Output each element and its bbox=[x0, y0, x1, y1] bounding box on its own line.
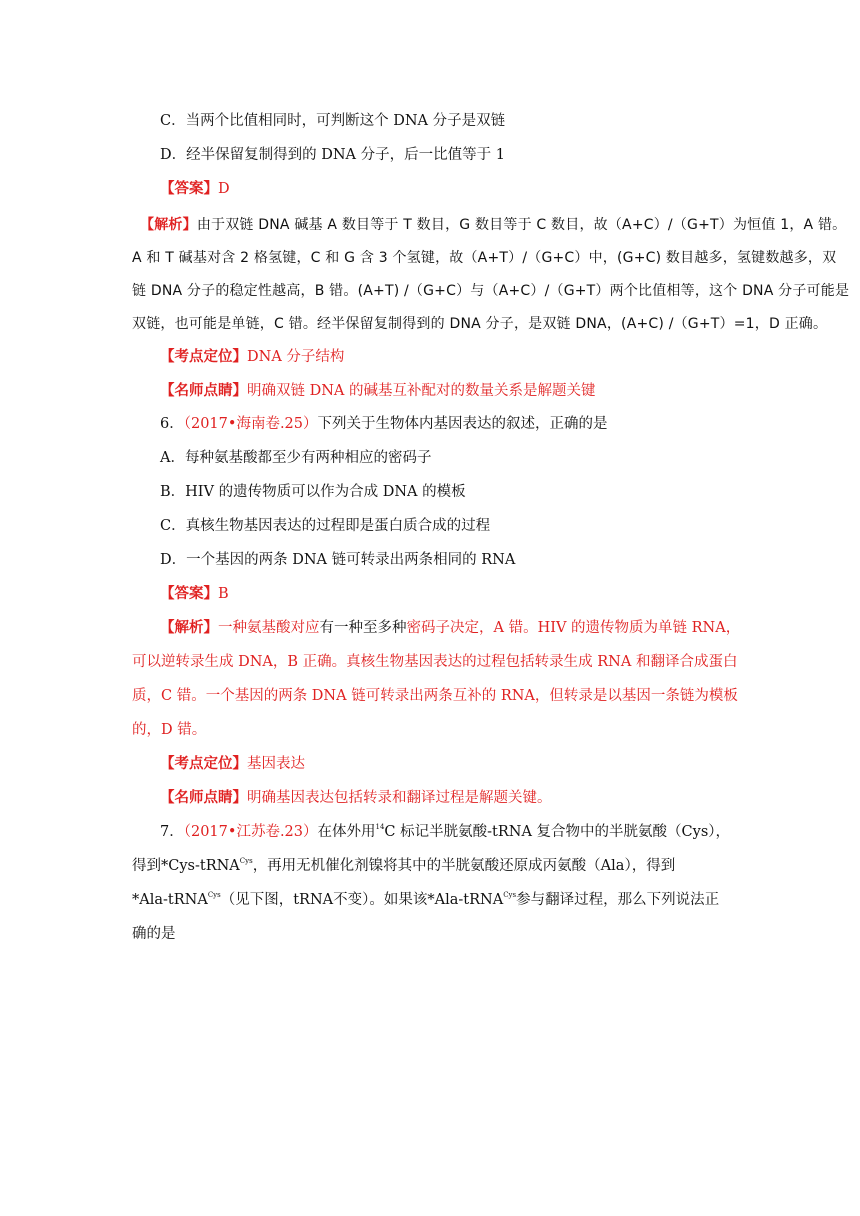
q6-number: 6． bbox=[160, 416, 184, 432]
q6-analysis-line-2: 可以逆转录生成 DNA，B 正确。真核生物基因表达的过程包括转录生成 RNA 和翻译合成蛋白 bbox=[132, 654, 738, 670]
q6-stem bbox=[160, 414, 608, 434]
q7-line-2 bbox=[132, 856, 675, 876]
mingshi-text: 明确双链 DNA 的碱基互补配对的数量关系是解题关键 bbox=[247, 383, 596, 399]
q5-option-d: D．经半保留复制得到的 DNA 分子，后一比值等于 1 bbox=[160, 147, 505, 163]
q7-text: 得到*Cys-tRNA bbox=[132, 858, 240, 874]
q6-analysis-line-1 bbox=[160, 618, 740, 638]
analysis-text-a: 一种氨基酸对应 bbox=[218, 620, 320, 636]
answer-value: D bbox=[218, 181, 230, 197]
trna-superscript: Cys bbox=[207, 891, 221, 899]
q7-line-4: 确的是 bbox=[132, 926, 176, 942]
analysis-text-b: 有一种至多种 bbox=[319, 620, 407, 636]
mingshi-text: 明确基因表达包括转录和翻译过程是解题关键。 bbox=[247, 790, 552, 806]
q6-option-a: A．每种氨基酸都至少有两种相应的密码子 bbox=[160, 450, 432, 466]
q7-number: 7． bbox=[160, 824, 184, 840]
q7-text: *Ala-tRNA bbox=[132, 892, 208, 908]
q6-analysis-line-3: 质，C 错。一个基因的两条 DNA 链可转录出两条互补的 RNA，但转录是以基因一条链为模板 bbox=[132, 688, 738, 704]
q6-option-c: C．真核生物基因表达的过程即是蛋白质合成的过程 bbox=[160, 518, 491, 534]
q6-analysis-line-4: 的，D 错。 bbox=[132, 722, 207, 738]
isotope-superscript: 14 bbox=[375, 823, 385, 831]
q7-text: ，再用无机催化剂镍将其中的半胱氨酸还原成丙氨酸（Ala），得到 bbox=[252, 858, 676, 874]
q5-analysis-line-4: 双链，也可能是单链，C 错。经半保留复制得到的 DNA 分子，是双链 DNA，(A+C) /（G+T）=1，D 正确。 bbox=[132, 316, 828, 332]
kaodian-tag: 【考点定位】 bbox=[160, 755, 247, 772]
q5-analysis-line-2: A 和 T 碱基对含 2 格氢键，C 和 G 含 3 个氢键，故（A+T）/（G+C）中，(G+C) 数目越多，氢键数越多，双 bbox=[132, 250, 837, 266]
kaodian-tag: 【考点定位】 bbox=[160, 348, 247, 365]
q5-option-c: C．当两个比值相同时，可判断这个 DNA 分子是双链 bbox=[160, 113, 506, 129]
analysis-tag: 【解析】 bbox=[140, 217, 197, 233]
analysis-tag: 【解析】 bbox=[160, 619, 218, 636]
q7-line-3 bbox=[132, 890, 719, 910]
q6-option-b: B．HIV 的遗传物质可以作为合成 DNA 的模板 bbox=[160, 484, 466, 500]
q7-text: C 标记半胱氨酸-tRNA 复合物中的半胱氨酸（Cys）， bbox=[384, 824, 731, 840]
kaodian-text: DNA 分子结构 bbox=[247, 349, 345, 365]
q7-source: （2017•江苏卷.23） bbox=[183, 824, 318, 840]
q6-kaodian bbox=[160, 754, 305, 774]
analysis-text: 由于双链 DNA 碱基 A 数目等于 T 数目，G 数目等于 C 数目，故（A+C）/（G+T）为恒值 1，A 错。 bbox=[196, 217, 847, 233]
q6-stem-text: 下列关于生物体内基因表达的叙述，正确的是 bbox=[317, 416, 608, 432]
answer-value: B bbox=[218, 586, 229, 602]
trna-superscript: Cys bbox=[239, 857, 253, 865]
q6-source: （2017•海南卷.25） bbox=[183, 416, 318, 432]
q5-answer bbox=[160, 179, 230, 199]
q6-answer bbox=[160, 584, 229, 604]
q5-kaodian bbox=[160, 347, 344, 367]
q7-text: （见下图，tRNA不变）。如果该*Ala-tRNA bbox=[220, 892, 504, 908]
q6-mingshi bbox=[160, 788, 552, 808]
q5-analysis-line-3: 链 DNA 分子的稳定性越高，B 错。(A+T) /（G+C）与（A+C）/（G+T）两个比值相等，这个 DNA 分子可能是 bbox=[132, 283, 850, 299]
q7-line-1 bbox=[160, 822, 730, 842]
trna-superscript: Cys bbox=[503, 891, 517, 899]
answer-tag: 【答案】 bbox=[160, 585, 218, 602]
q5-mingshi bbox=[160, 381, 596, 401]
q5-analysis-line-1 bbox=[140, 215, 846, 235]
analysis-text-c: 密码子决定，A 错。HIV 的遗传物质为单链 RNA， bbox=[406, 620, 741, 636]
answer-tag: 【答案】 bbox=[160, 180, 218, 197]
q7-text: 参与翻译过程，那么下列说法正 bbox=[516, 892, 720, 908]
mingshi-tag: 【名师点睛】 bbox=[160, 382, 247, 399]
mingshi-tag: 【名师点睛】 bbox=[160, 789, 247, 806]
kaodian-text: 基因表达 bbox=[247, 756, 305, 772]
q7-text: 在体外用 bbox=[317, 824, 376, 840]
q6-option-d: D．一个基因的两条 DNA 链可转录出两条相同的 RNA bbox=[160, 552, 516, 568]
